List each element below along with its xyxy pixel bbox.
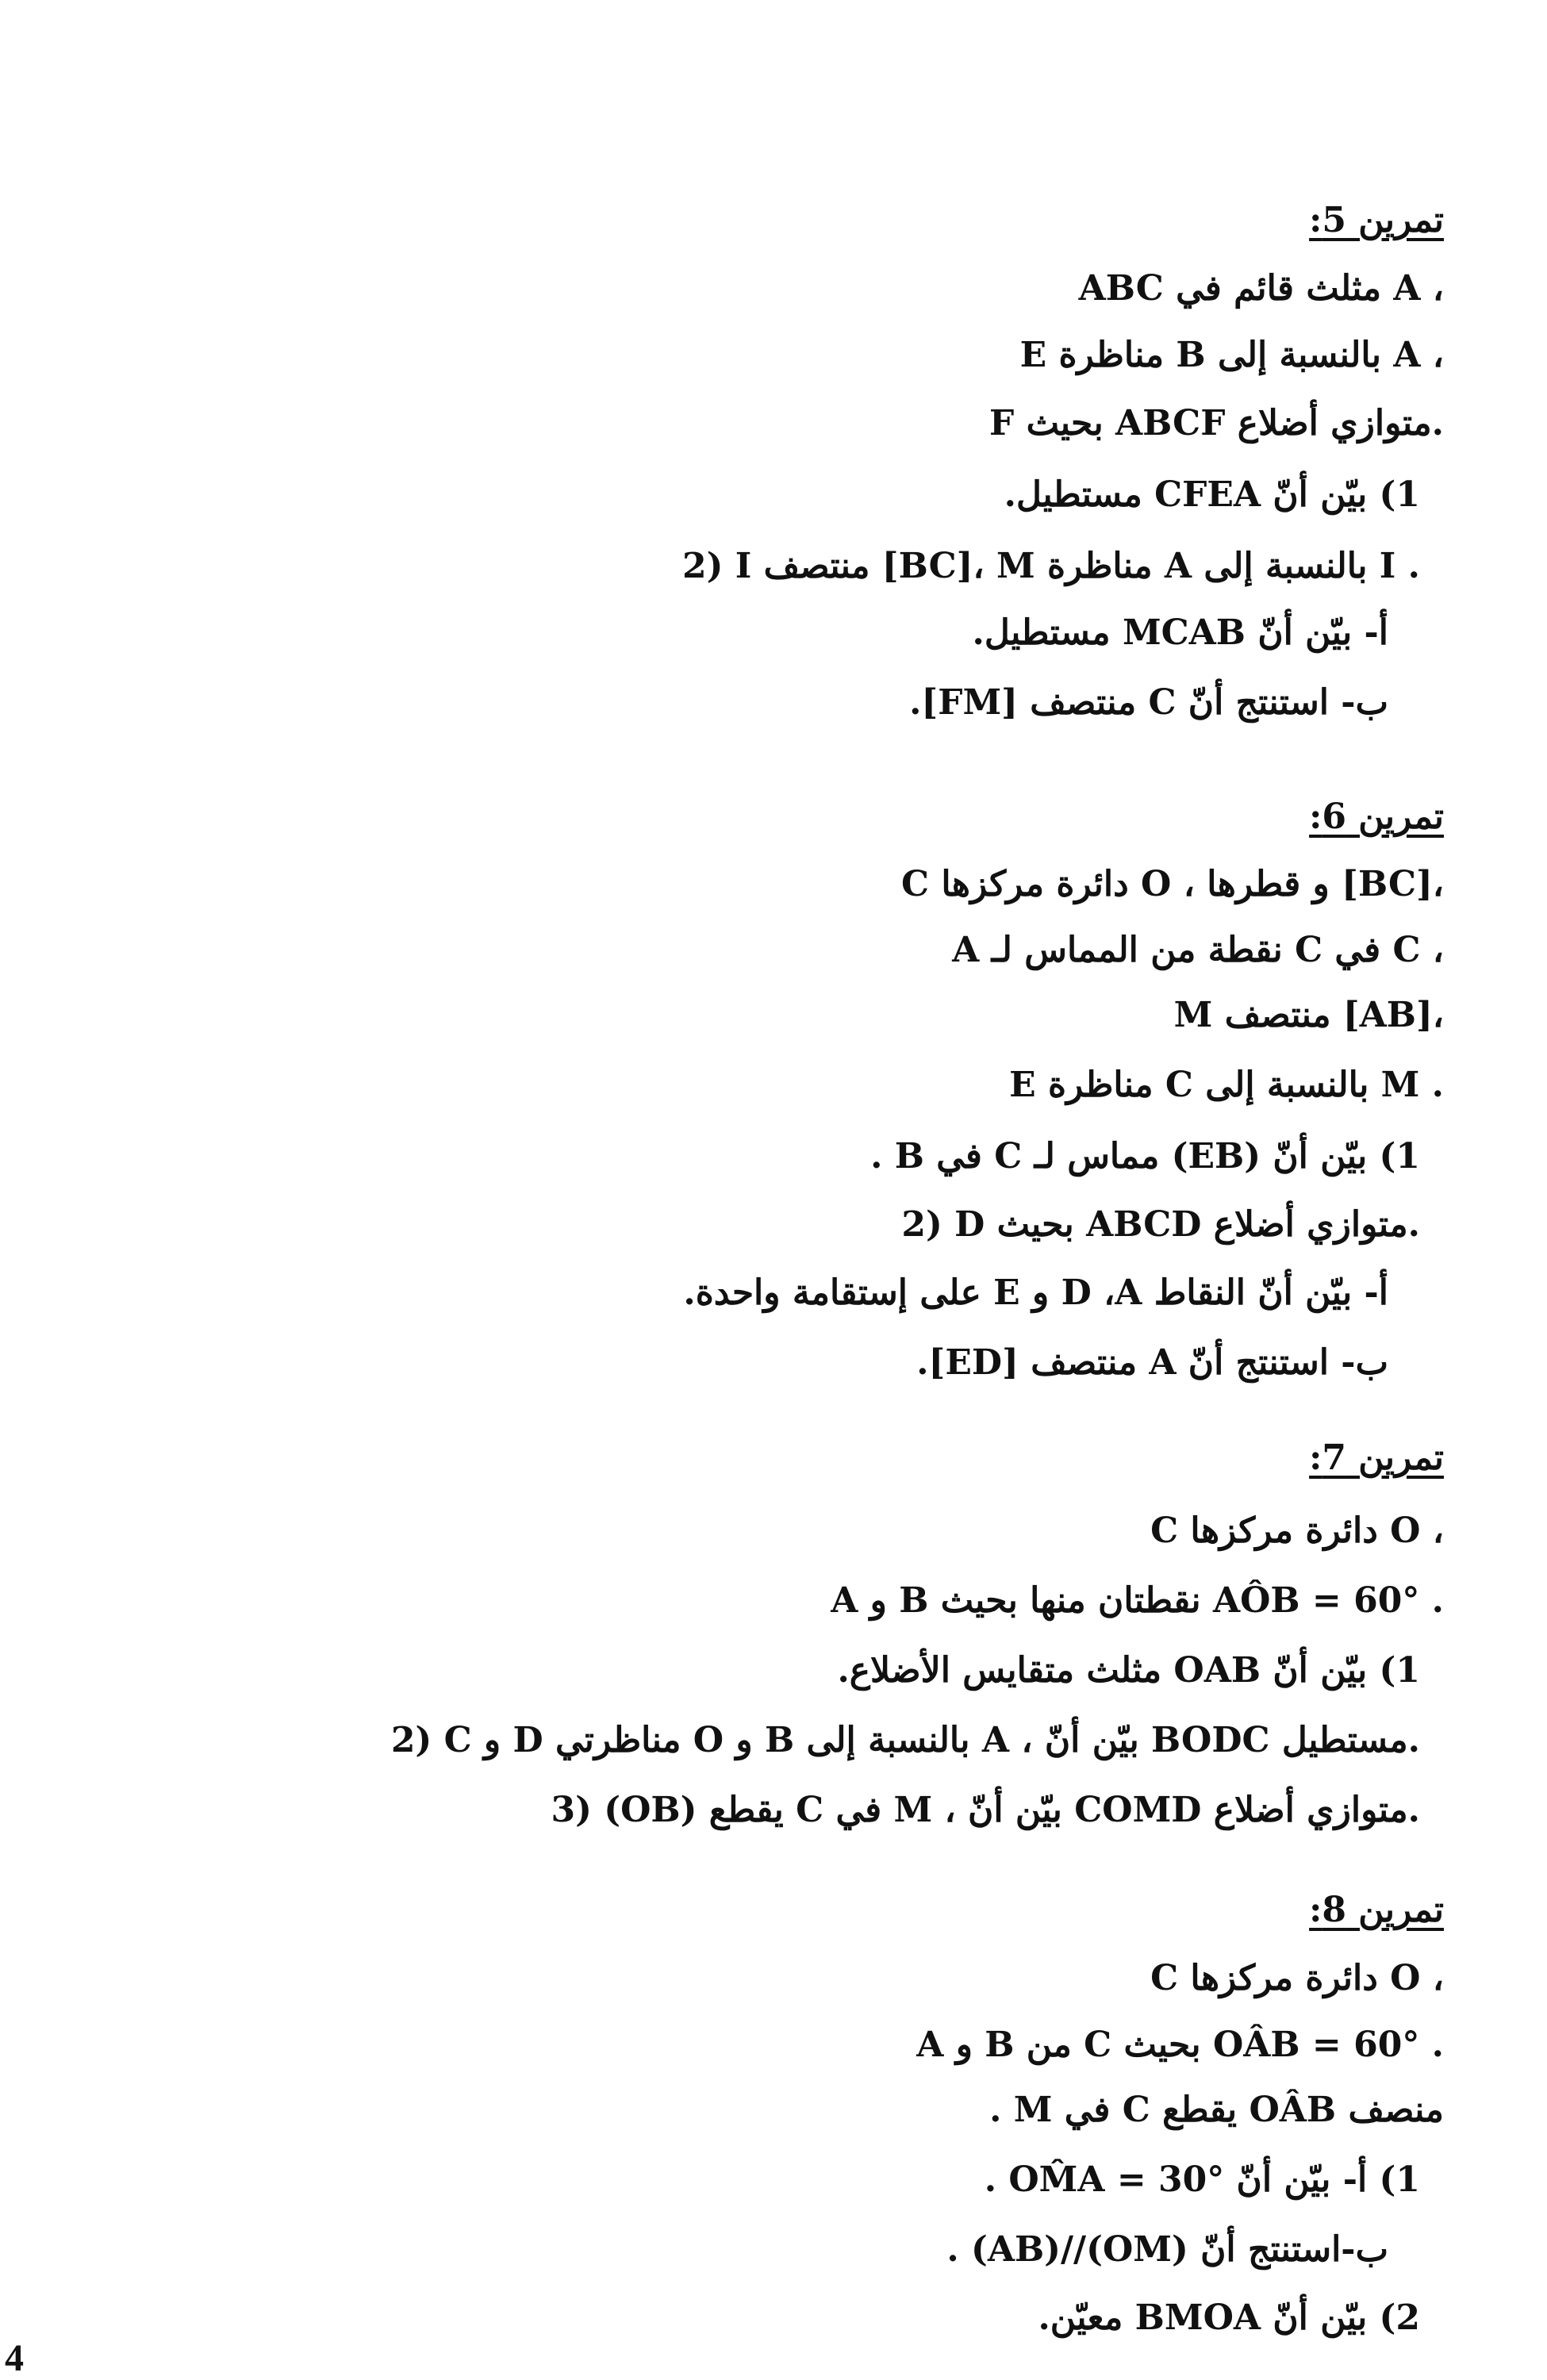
exercise-7-question: 1) بيّن أنّ OAB مثلث متقايس الأضلاع. <box>837 1650 1420 1691</box>
exercise-5-subquestion: أ- بيّن أنّ MCAB مستطيل. <box>972 612 1388 653</box>
exercise-7-line: A و B نقطتان منها بحيث AÔB = 60° . <box>831 1580 1444 1621</box>
exercise-8-line: C دائرة مركزها O ، <box>1150 1958 1444 1998</box>
page-number: 4 <box>5 2337 24 2379</box>
exercise-8-line: منصف OÂB يقطع C في M . <box>989 2090 1444 2130</box>
exercise-5-question: 2) I منتصف [BC]، M مناظرة A بالنسبة إلى I . <box>681 546 1420 586</box>
exercise-7-question: 2) C و D مناظرتي O و B بالنسبة إلى A ، بيّن أنّ BODC مستطيل. <box>390 1720 1420 1760</box>
exercise-8-subquestion: ب-استنتج أنّ (OM)//(AB) . <box>946 2229 1388 2270</box>
exercise-8-title: تمرين 8: <box>1309 1890 1444 1930</box>
exercise-6-subquestion: أ- بيّن أنّ النقاط D ،A و E على إستقامة واحدة. <box>683 1273 1388 1313</box>
exercise-5-subquestion: ب- استنتج أنّ C منتصف [FM]. <box>909 682 1388 723</box>
exercise-5-line: F بحيث ABCF متوازي أضلاع. <box>989 403 1444 443</box>
exercise-6-line: M منتصف [AB]، <box>1173 995 1444 1035</box>
exercise-6-line: A نقطة من المماس لـ C في C ، <box>952 930 1444 970</box>
exercise-8-question: 1) أ- بيّن أنّ OM̂A = 30° . <box>984 2159 1420 2200</box>
exercise-6-line: C دائرة مركزها O ، و قطرها [BC]، <box>900 864 1444 904</box>
exercise-7-title: تمرين 7: <box>1309 1438 1444 1478</box>
exercise-6-subquestion: ب- استنتج أنّ A منتصف [ED]. <box>916 1342 1388 1383</box>
exercise-6-line: E مناظرة C بالنسبة إلى M . <box>1009 1065 1444 1105</box>
exercise-5-question: 1) بيّن أنّ CFEA مستطيل. <box>1004 474 1420 515</box>
exercise-5-line: E مناظرة B بالنسبة إلى A ، <box>1019 335 1444 375</box>
exercise-5-title: تمرين 5: <box>1309 200 1444 240</box>
exercise-6-question: 2) D بحيث ABCD متوازي أضلاع. <box>901 1204 1420 1245</box>
exercise-7-question: 3) (OB) يقطع C في M ، بيّن أنّ COMD متوازي أضلاع. <box>551 1790 1420 1830</box>
exercise-8-line: A و B من C بحيث OÂB = 60° . <box>916 2025 1444 2065</box>
exercise-6-question: 1) بيّن أنّ (EB) مماس لـ C في B . <box>870 1136 1420 1177</box>
exercise-5-line: ABC مثلث قائم في A ، <box>1078 268 1444 309</box>
exercise-6-title: تمرين 6: <box>1309 797 1444 837</box>
exercise-8-question: 2) بيّن أنّ BMOA معيّن. <box>1038 2297 1420 2338</box>
exercise-7-line: C دائرة مركزها O ، <box>1150 1511 1444 1551</box>
